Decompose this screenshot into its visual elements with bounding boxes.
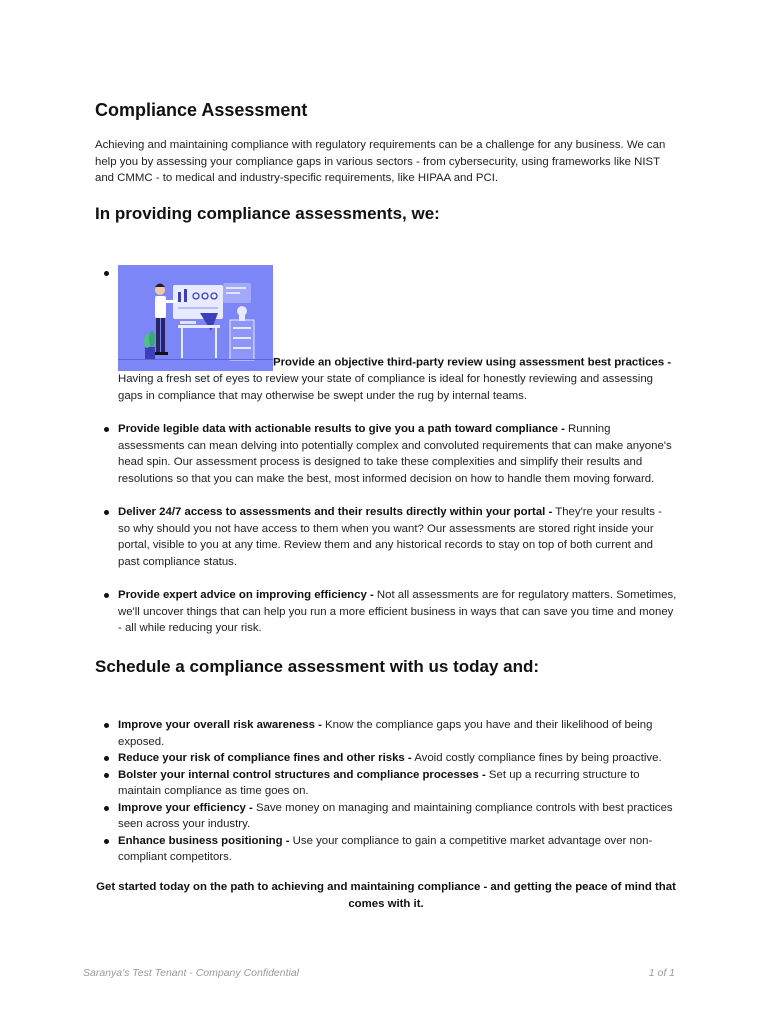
footer-confidential-label: Saranya's Test Tenant - Company Confidential <box>83 967 300 979</box>
list-item: Enhance business positioning - Use your compliance to gain a competitive market advantage over non-compliant competitors. <box>95 833 677 866</box>
benefits-list <box>95 717 677 866</box>
section-heading-schedule: Schedule a compliance assessment with us today and: <box>95 657 540 676</box>
intro-paragraph: Achieving and maintaining compliance with regulatory requirements can be a challenge for any business. We can help you by assessing your compliance gaps in various sectors - from cybersecurity, using frameworks like NIST and CMMC - to medical and industry-specific requirements, like HIPAA and PCI. <box>95 139 666 184</box>
services-list <box>95 265 677 637</box>
page-number: 1 of 1 <box>648 967 675 979</box>
section-heading-providing: In providing compliance assessments, we: <box>95 204 440 223</box>
list-item: Improve your efficiency - Save money on managing and maintaining compliance controls with best practices seen across your industry. <box>95 800 677 833</box>
list-item: Reduce your risk of compliance fines and other risks - Avoid costly compliance fines by being proactive. <box>95 750 677 767</box>
list-item: Provide legible data with actionable results to give you a path toward compliance - Running assessments can mean delving into potentially complex and convoluted requirements that can make anyone's head spin. Our assessment process is designed to take these complexities and simplify their results and resolutions so that you can make the best, most informed decision on how to handle them moving forward. <box>95 421 677 487</box>
list-item: Improve your overall risk awareness - Know the compliance gaps you have and their likelihood of being exposed. <box>95 717 677 750</box>
list-item: Deliver 24/7 access to assessments and their results directly within your portal - They're your results - so why should you not have access to them when you want? Our assessments are stored right inside your portal, visible to you at any time. Review them and any historical records to stay on top of both current and past compliance status. <box>95 504 677 570</box>
page-footer <box>83 967 675 979</box>
list-item: Provide expert advice on improving efficiency - Not all assessments are for regulatory matters. Sometimes, we'll uncover things that can help you run a more efficient business in ways that can save you time and money - all while reducing your risk. <box>95 587 677 637</box>
compliance-illustration <box>118 265 273 371</box>
list-item: Provide an objective third-party review using assessment best practices - Having a fresh set of eyes to review your state of compliance is ideal for honestly reviewing and assessing gaps in compliance that may otherwise be swept under the rug by internal teams. <box>95 265 677 404</box>
list-item: Bolster your internal control structures and compliance processes - Set up a recurring structure to maintain compliance as time goes on. <box>95 767 677 800</box>
closing-statement: Get started today on the path to achieving and maintaining compliance - and getting the peace of mind that comes with it. <box>96 881 676 910</box>
page-title: Compliance Assessment <box>95 100 308 120</box>
